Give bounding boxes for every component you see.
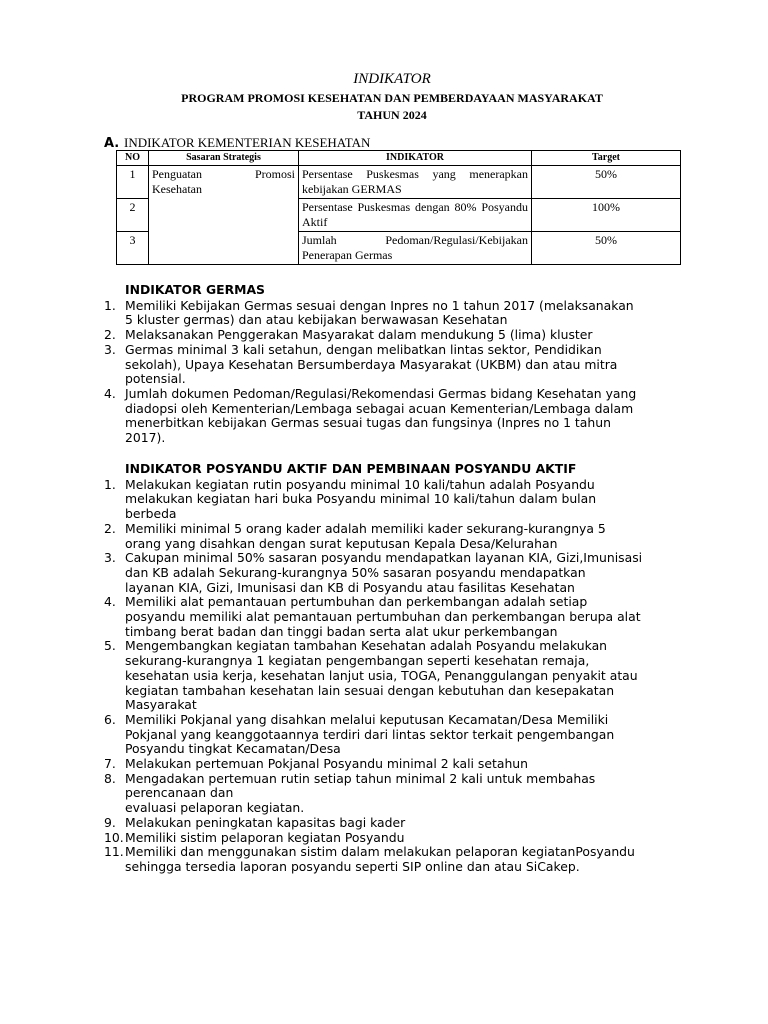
item-text: Melakukan kegiatan rutin posyandu minimal 10 kali/tahun adalah Posyandu melakukan kegiatan hari buka Posyandu minimal 10 kali/tahun dalam bulan berbeda bbox=[125, 476, 597, 522]
item-text: Mengadakan pertemuan rutin setiap tahun minimal 2 kali untuk membahas perencanaan dan evaluasi pelaporan kegiatan. bbox=[125, 770, 596, 816]
list-item bbox=[104, 772, 704, 816]
item-number: 2. bbox=[104, 327, 116, 343]
list-item bbox=[104, 845, 704, 874]
header-sasaran: Sasaran Strategis bbox=[149, 151, 299, 166]
item-number: 7. bbox=[104, 756, 116, 772]
germas-heading: INDIKATOR GERMAS bbox=[125, 282, 265, 297]
list-item bbox=[104, 478, 704, 522]
item-text: Melakukan pertemuan Pokjanal Posyandu minimal 2 kali setahun bbox=[125, 756, 528, 772]
list-item bbox=[104, 551, 704, 595]
row-target: 100% bbox=[532, 199, 681, 232]
item-text: Memiliki sistim pelaporan kegiatan Posyandu bbox=[125, 829, 405, 845]
item-number: 3. bbox=[104, 341, 116, 357]
row-target: 50% bbox=[532, 166, 681, 199]
list-item bbox=[104, 757, 704, 772]
document-title: INDIKATOR bbox=[353, 71, 431, 87]
item-number: 1. bbox=[104, 297, 116, 313]
item-number: 10. bbox=[104, 829, 124, 845]
section-a-heading bbox=[104, 135, 370, 151]
row-no: 2 bbox=[117, 199, 149, 232]
germas-section bbox=[104, 283, 704, 446]
item-text: Memiliki minimal 5 orang kader adalah memiliki kader sekurang-kurangnya 5 orang yang disahkan dengan surat keputusan Kepala Desa/Kelurahan bbox=[125, 520, 606, 551]
row-indikator: Persentase Puskesmas dengan 80% Posyandu Aktif bbox=[299, 199, 532, 232]
program-subtitle: PROGRAM PROMOSI KESEHATAN DAN PEMBERDAYAAN MASYARAKAT bbox=[181, 91, 603, 105]
item-text: Jumlah dokumen Pedoman/Regulasi/Rekomendasi Germas bidang Kesehatan yang diadopsi oleh Kementerian/Lembaga sebagai acuan Kementerian/Lembaga dalam menerbitkan kebijakan Germas sesuai tugas dan fungsinya (Inpres no 1 tahun 2017). bbox=[125, 385, 637, 446]
item-number: 6. bbox=[104, 711, 116, 727]
item-text: Memiliki alat pemantauan pertumbuhan dan perkembangan adalah setiap posyandu memiliki alat pemantauan pertumbuhan dan perkembangan berupa alat timbang berat badan dan tinggi badan serta alat ukur perkembangan bbox=[125, 594, 641, 639]
header-no: NO bbox=[117, 151, 149, 166]
item-number: 8. bbox=[104, 770, 116, 786]
posyandu-heading: INDIKATOR POSYANDU AKTIF DAN PEMBINAAN POSYANDU AKTIF bbox=[125, 461, 577, 476]
item-number: 3. bbox=[104, 550, 116, 566]
item-number: 9. bbox=[104, 814, 116, 830]
list-item bbox=[104, 713, 704, 757]
list-item bbox=[104, 831, 704, 846]
item-text: Mengembangkan kegiatan tambahan Kesehatan adalah Posyandu melakukan sekurang-kurangnya 1 kegiatan pengembangan seperti kesehatan remaja, kesehatan usia kerja, kesehatan lanjut usia, TOGA, Penanggulangan penyakit atau kegiatan tambahan kesehatan lain sesuai dengan kebutuhan dan kesepakatan Masyarakat bbox=[125, 638, 638, 713]
item-text: Memiliki Pokjanal yang disahkan melalui keputusan Kecamatan/Desa Memiliki Pokjanal yang keanggotaannya terdiri dari lintas sektor terkait pengembangan Posyandu tingkat Kecamatan/Desa bbox=[125, 711, 615, 757]
list-item bbox=[104, 387, 704, 446]
item-number: 4. bbox=[104, 594, 116, 610]
indicator-table bbox=[116, 150, 681, 265]
item-text: Melakukan peningkatan kapasitas bagi kader bbox=[125, 814, 406, 830]
item-text: Cakupan minimal 50% sasaran posyandu mendapatkan layanan KIA, Gizi,Imunisasi dan KB adalah Sekurang-kurangnya 50% sasaran posyandu mendapatkan layanan KIA, Gizi, Imunisasi dan KB di Posyandu atau fasilitas Kesehatan bbox=[125, 550, 643, 595]
item-text: Memiliki Kebijakan Germas sesuai dengan Inpres no 1 tahun 2017 (melaksanakan 5 kluster germas) dan atau kebijakan berwawasan Kesehatan bbox=[125, 297, 634, 328]
row-target: 50% bbox=[532, 232, 681, 265]
item-text: Melaksanakan Penggerakan Masyarakat dalam mendukung 5 (lima) kluster bbox=[125, 327, 593, 343]
list-item bbox=[104, 639, 704, 713]
item-text: Germas minimal 3 kali setahun, dengan melibatkan lintas sektor, Pendidikan sekolah), Upaya Kesehatan Bersumberdaya Masyarakat (UKBM) dan atau mitra potensial. bbox=[125, 341, 618, 387]
row-no: 3 bbox=[117, 232, 149, 265]
section-a-letter: A. bbox=[104, 136, 120, 151]
year-subtitle: TAHUN 2024 bbox=[357, 108, 427, 122]
item-number: 5. bbox=[104, 638, 116, 654]
posyandu-list bbox=[104, 478, 704, 875]
section-a-title: INDIKATOR KEMENTERIAN KESEHATAN bbox=[124, 135, 371, 150]
item-number: 1. bbox=[104, 476, 116, 492]
row-indikator: Jumlah Pedoman/Regulasi/Kebijakan Penerapan Germas bbox=[299, 232, 532, 265]
list-item bbox=[104, 522, 704, 551]
item-text: Memiliki dan menggunakan sistim dalam melakukan pelaporan kegiatanPosyandu sehingga tersedia laporan posyandu seperti SIP online dan atau SiCakep. bbox=[125, 844, 635, 874]
item-number: 4. bbox=[104, 385, 116, 401]
list-item bbox=[104, 328, 704, 343]
header-target: Target bbox=[532, 151, 681, 166]
header-indikator: INDIKATOR bbox=[299, 151, 532, 166]
list-item bbox=[104, 343, 704, 387]
table-header-row bbox=[117, 151, 681, 166]
list-item bbox=[104, 299, 704, 328]
list-item bbox=[104, 595, 704, 639]
item-number: 11. bbox=[104, 844, 124, 860]
row-indikator: Persentase Puskesmas yang menerapkan kebijakan GERMAS bbox=[299, 166, 532, 199]
table-row bbox=[117, 166, 681, 199]
germas-list bbox=[104, 299, 704, 446]
list-item bbox=[104, 816, 704, 831]
posyandu-section bbox=[104, 462, 704, 875]
sasaran-cell: Penguatan Promosi Kesehatan bbox=[149, 166, 299, 265]
row-no: 1 bbox=[117, 166, 149, 199]
item-number: 2. bbox=[104, 520, 116, 536]
